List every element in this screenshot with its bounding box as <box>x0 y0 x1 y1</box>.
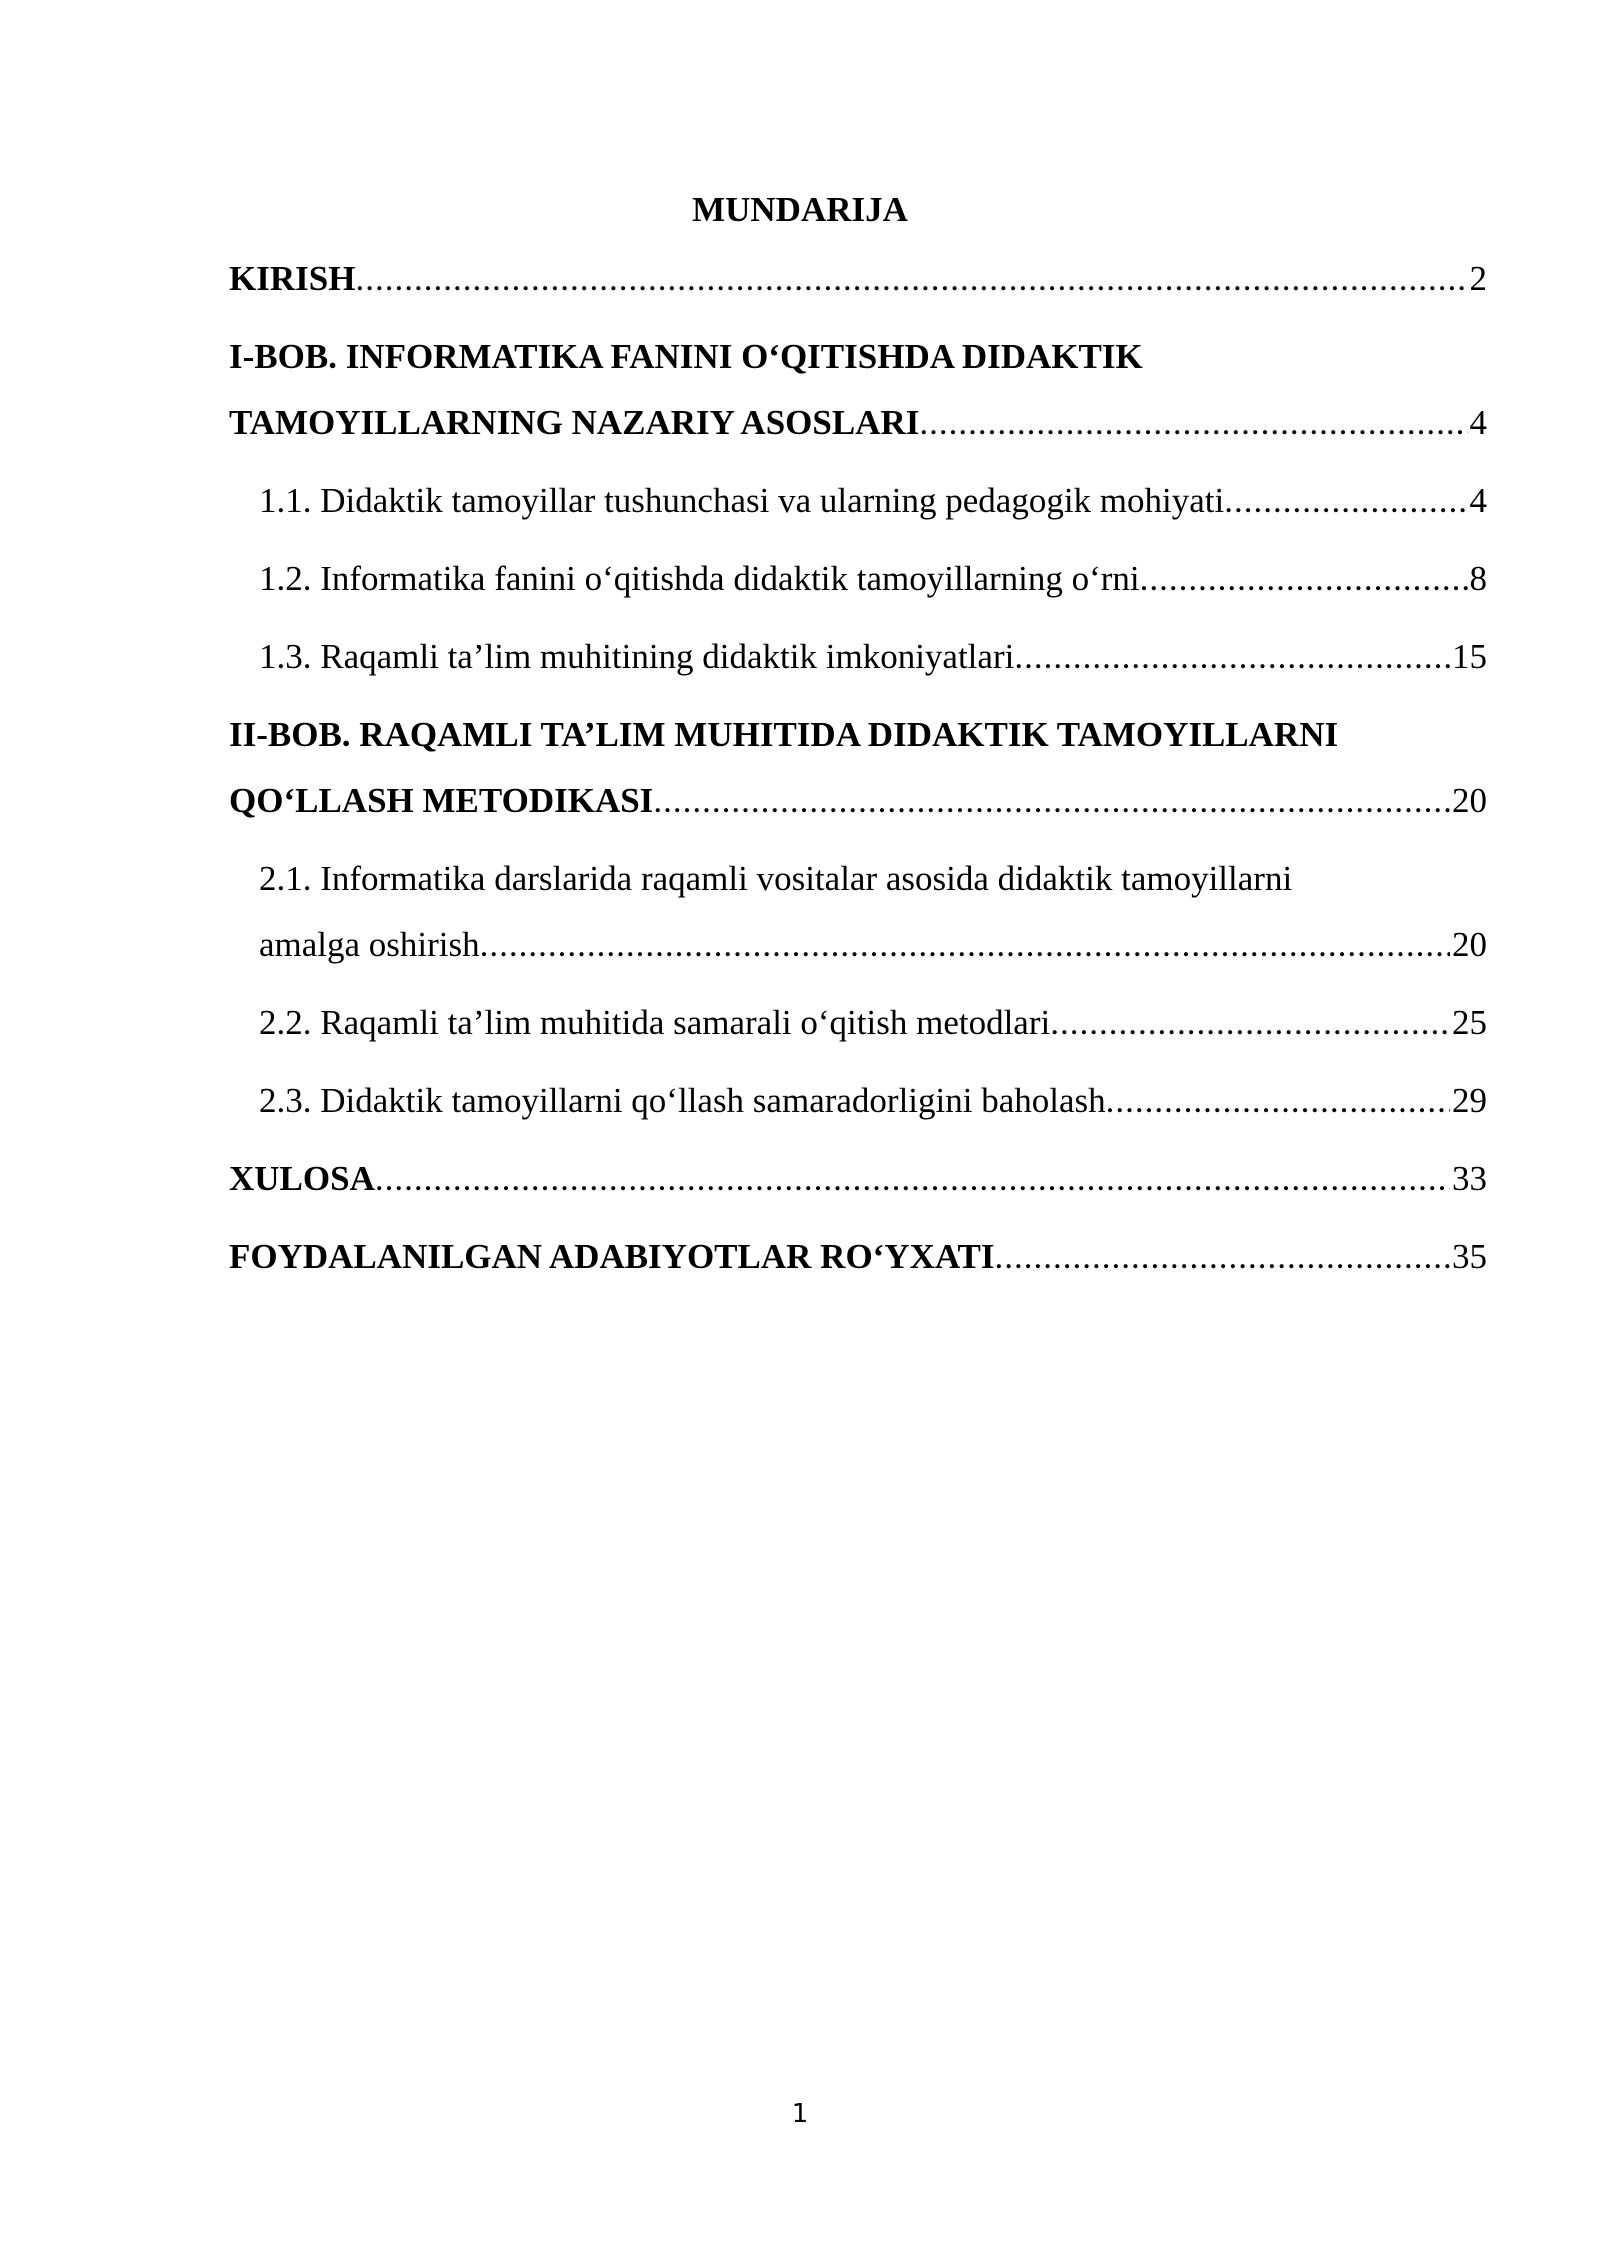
toc-entry-text: 2.3. Didaktik tamoyillarni qo‘llash samaradorligini baholash <box>259 1081 1106 1120</box>
toc-page-number: 8 <box>1469 559 1487 598</box>
toc-entry-text: I-BOB. INFORMATIKA FANINI O‘QITISHDA DIDAKTIK <box>229 337 1143 376</box>
dot-leader <box>1050 990 1450 1056</box>
dot-leader <box>1014 624 1450 690</box>
toc-page-number: 25 <box>1452 1003 1487 1042</box>
toc-entry-text: 2.2. Raqamli ta’lim muhitida samarali o‘qitish metodlari <box>259 1003 1051 1042</box>
toc-entry-section-2-2[interactable] <box>229 990 1487 1056</box>
dot-leader <box>355 246 1467 312</box>
toc-entry-kirish[interactable] <box>229 246 1487 312</box>
toc-entry-section-1-1[interactable] <box>229 468 1487 534</box>
dot-leader <box>375 1146 1450 1212</box>
dot-leader <box>480 912 1450 978</box>
toc-entry-references[interactable] <box>229 1224 1487 1290</box>
dot-leader <box>1140 546 1468 612</box>
toc-page-number: 35 <box>1452 1237 1487 1276</box>
toc-title: MUNDARIJA <box>692 190 908 229</box>
dot-leader <box>1106 1068 1450 1134</box>
toc-entry-section-1-2[interactable] <box>229 546 1487 612</box>
toc-entry-text: 1.2. Informatika fanini o‘qitishda didaktik tamoyillarning o‘rni <box>259 559 1140 598</box>
toc-page-number: 15 <box>1452 637 1487 676</box>
toc-page-number: 20 <box>1452 781 1487 820</box>
toc-entry-chapter-2[interactable] <box>229 702 1487 834</box>
toc-entry-text: FOYDALANILGAN ADABIYOTLAR RO‘YXATI <box>229 1237 995 1276</box>
toc-entry-text: 2.1. Informatika darslarida raqamli vositalar asosida didaktik tamoyillarni <box>259 859 1293 898</box>
toc-page-number: 29 <box>1452 1081 1487 1120</box>
toc-page-number: 4 <box>1469 481 1487 520</box>
toc-entry-chapter-1[interactable] <box>229 324 1487 456</box>
toc-entry-text: 1.3. Raqamli ta’lim muhitining didaktik imkoniyatlari <box>259 637 1015 676</box>
dot-leader <box>1224 468 1467 534</box>
dot-leader <box>995 1224 1450 1290</box>
toc-entry-xulosa[interactable] <box>229 1146 1487 1212</box>
toc-entry-text: KIRISH <box>229 259 356 298</box>
toc-page-number: 2 <box>1469 259 1487 298</box>
toc-entry-text-continued: TAMOYILLARNING NAZARIY ASOSLARI <box>229 403 920 442</box>
dot-leader <box>653 768 1450 834</box>
dot-leader <box>919 390 1467 456</box>
table-of-contents <box>229 246 1487 1302</box>
toc-page-number: 20 <box>1452 925 1487 964</box>
toc-page-number: 4 <box>1469 403 1487 442</box>
toc-page-number: 33 <box>1452 1159 1487 1198</box>
toc-entry-text: XULOSA <box>229 1159 375 1198</box>
toc-entry-text-continued: amalga oshirish <box>259 925 480 964</box>
toc-entry-text: II-BOB. RAQAMLI TA’LIM MUHITIDA DIDAKTIK TAMOYILLARNI <box>229 715 1339 754</box>
toc-entry-section-1-3[interactable] <box>229 624 1487 690</box>
toc-entry-section-2-3[interactable] <box>229 1068 1487 1134</box>
toc-entry-text: 1.1. Didaktik tamoyillar tushunchasi va ularning pedagogik mohiyati <box>259 481 1225 520</box>
page-number: 1 <box>791 2099 809 2129</box>
toc-entry-text-continued: QO‘LLASH METODIKASI <box>229 781 654 820</box>
toc-entry-section-2-1[interactable] <box>229 846 1487 978</box>
